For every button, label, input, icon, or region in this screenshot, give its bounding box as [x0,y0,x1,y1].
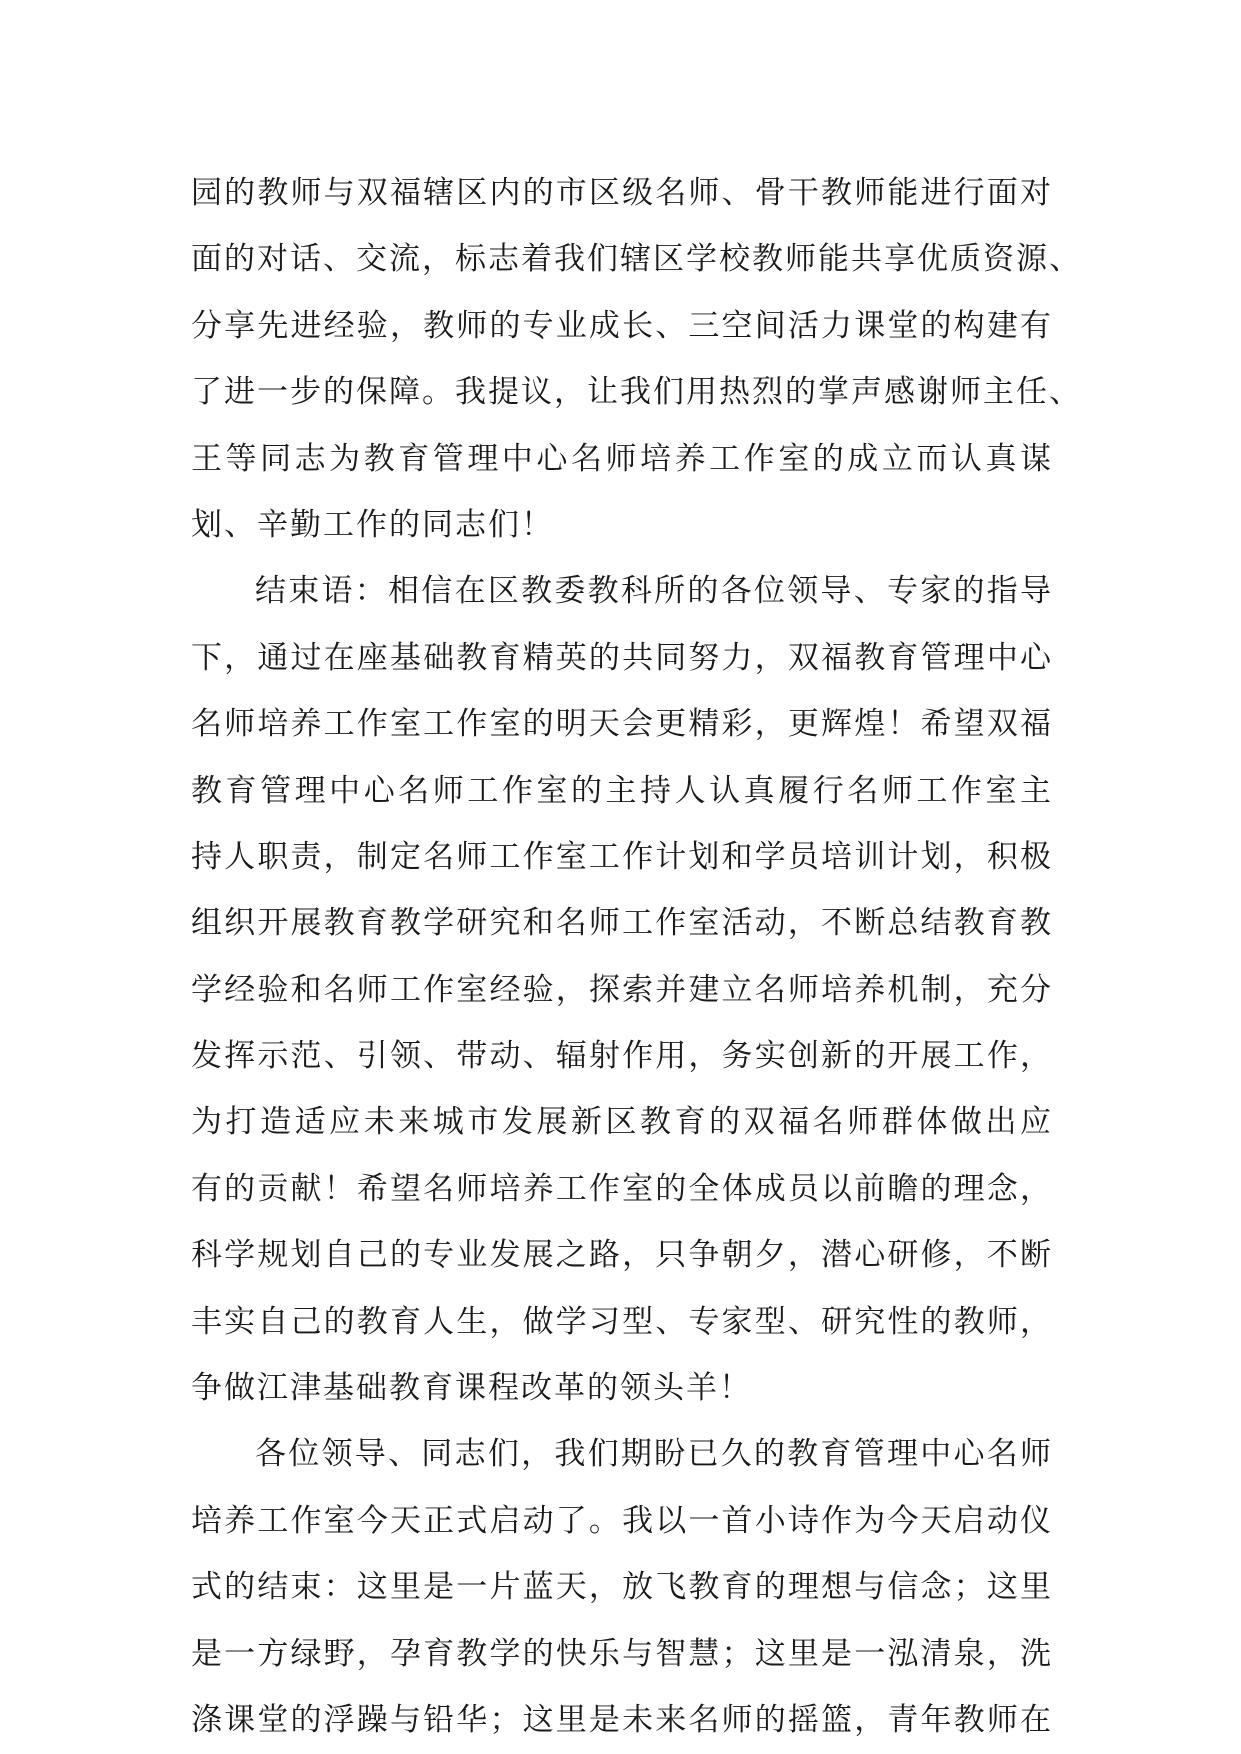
paragraph-line: 名师培养工作室工作室的明天会更精彩，更辉煌！希望双福 [191,706,1053,743]
document-body [191,160,1082,1753]
paragraph-line: 结束语：相信在区教委教科所的各位领导、专家的指导 [255,573,1053,610]
paragraph-2 [191,558,1053,1421]
paragraph-line: 争做江津基础教育课程改革的领头羊！ [191,1370,752,1407]
paragraph-1 [191,160,1082,558]
paragraph-line: 了进一步的保障。我提议，让我们用热烈的掌声感谢师主任、 [191,374,1082,411]
paragraph-3 [191,1421,1053,1753]
paragraph-line: 是一方绿野，孕育教学的快乐与智慧；这里是一泓清泉，洗 [191,1635,1053,1672]
paragraph-line: 学经验和名师工作室经验，探索并建立名师培养机制，充分 [191,971,1053,1008]
paragraph-line: 面的对话、交流，标志着我们辖区学校教师能共享优质资源、 [191,241,1082,278]
paragraph-line: 式的结束：这里是一片蓝天，放飞教育的理想与信念；这里 [191,1569,1053,1606]
paragraph-line: 丰实自己的教育人生，做学习型、专家型、研究性的教师， [191,1303,1053,1340]
paragraph-line: 为打造适应未来城市发展新区教育的双福名师群体做出应 [191,1104,1053,1141]
paragraph-line: 有的贡献！希望名师培养工作室的全体成员以前瞻的理念， [191,1170,1053,1207]
paragraph-line: 科学规划自己的专业发展之路，只争朝夕，潜心研修，不断 [191,1237,1053,1274]
paragraph-line: 分享先进经验，教师的专业成长、三空间活力课堂的构建有 [191,307,1053,344]
paragraph-line: 园的教师与双福辖区内的市区级名师、骨干教师能进行面对 [191,175,1053,211]
paragraph-line: 划、辛勤工作的同志们！ [191,506,554,543]
paragraph-line: 教育管理中心名师工作室的主持人认真履行名师工作室主 [191,772,1053,809]
paragraph-line: 各位领导、同志们，我们期盼已久的教育管理中心名师 [255,1436,1053,1473]
paragraph-line: 涤课堂的浮躁与铅华；这里是未来名师的摇篮，青年教师在 [191,1701,1053,1738]
paragraph-line: 发挥示范、引领、带动、辐射作用，务实创新的开展工作， [191,1038,1053,1075]
paragraph-line: 持人职责，制定名师工作室工作计划和学员培训计划，积极 [191,838,1053,875]
paragraph-line: 下，通过在座基础教育精英的共同努力，双福教育管理中心 [191,639,1053,676]
paragraph-line: 王等同志为教育管理中心名师培养工作室的成立而认真谋 [191,440,1053,477]
paragraph-line: 组织开展教育教学研究和名师工作室活动，不断总结教育教 [191,905,1053,942]
paragraph-line: 培养工作室今天正式启动了。我以一首小诗作为今天启动仪 [191,1502,1053,1539]
